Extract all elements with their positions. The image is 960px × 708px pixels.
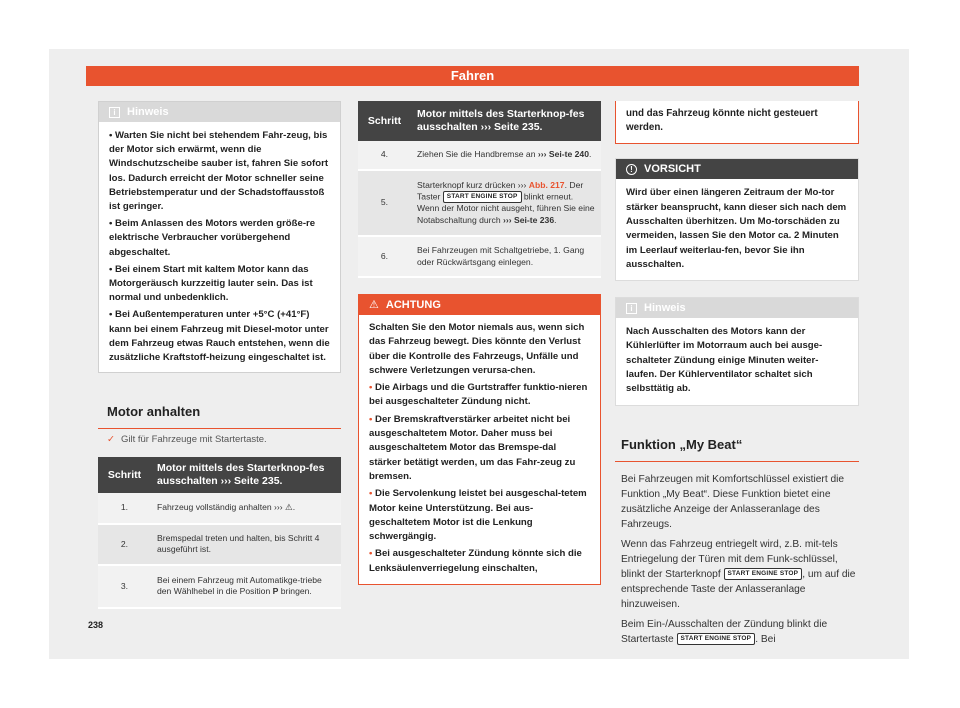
action-col-header: Motor mittels des Starterknop-fes ausschalten ››› Seite 235. <box>151 457 341 493</box>
warning-item: • Der Bremskraftverstärker arbeitet nicht bei ausgeschaltetem Motor. Daher muss bei ausgeschaltetem Motor das Bremspe-dal stärker betätigt werden, um das Fahr-zeug zu bremsen. <box>369 413 576 482</box>
hint-box <box>98 101 341 373</box>
warning-box <box>358 294 601 585</box>
steps-table <box>98 457 341 609</box>
warning-item: • Die Airbags und die Gurtstraffer funktio-nieren bei ausgeschalteter Zündung nicht. <box>369 382 588 408</box>
hint-item: • Warten Sie nicht bei stehendem Fahr-zeug, bis der Motor sich erwärmt, wenn die Windschutzscheibe sauber ist, fahren Sie sofort los. Dadurch erreicht der Motor schneller seine Betriebstemperatur und der Schadstoffausstoß ist geringer. <box>109 130 329 213</box>
warning-triangle-icon: ⚠ <box>369 299 379 311</box>
warning-title: ACHTUNG <box>385 299 441 311</box>
left-column <box>98 101 341 609</box>
section-rule <box>615 461 859 462</box>
middle-column <box>358 101 601 585</box>
hint-item: • Beim Anlassen des Motors werden größe-re elektrische Verbraucher vorübergehend abgeschaltet. <box>109 218 316 258</box>
table-row: 3. Bei einem Fahrzeug mit Automatikge-triebe den Wählhebel in die Position P bringen. <box>98 565 341 608</box>
page-number: 238 <box>88 620 104 630</box>
start-stop-key-icon: START ENGINE STOP <box>677 633 756 645</box>
chapter-header: Fahren <box>86 66 859 86</box>
section-title: Motor anhalten <box>107 404 201 420</box>
hint-item: • Bei Außentemperaturen unter +5°C (+41°F) kann bei einem Fahrzeug mit Diesel-motor unter dem Fahrzeug etwas Rauch entstehen, wenn die zusätzliche Kraftstoff-heizung eingeschaltet ist. <box>109 309 330 364</box>
table-row: 6. Bei Fahrzeugen mit Schaltgetriebe, 1. Gang oder Rückwärtsgang einlegen. <box>358 236 601 277</box>
figure-link[interactable]: Abb. 217 <box>528 179 565 190</box>
action-col-header: Motor mittels des Starterknop-fes ausschalten ››› Seite 235. <box>411 101 601 141</box>
condition-text: Gilt für Fahrzeuge mit Startertaste. <box>120 434 267 446</box>
warning-body: Schalten Sie den Motor niemals aus, wenn sich das Fahrzeug bewegt. Dies könnte den Verlust über die Kontrolle des Fahrzeugs, Unfälle und schwere Verletzungen verursa-chen. • Die Airbags und die Gurtstraffer funktio-nieren bei ausgeschalteter Zündung nicht. • Der Bremskraftverstärker arbeitet nicht bei ausgeschaltetem Motor. Daher muss bei ausgeschaltetem Motor das Bremspe-dal stärker betätigt werden, um das Fahr-zeug zu bremsen. • Die Servolenkung leistet bei ausgeschal-tetem Motor keine Unterstützung. Bei aus-geschaltetem Motor ist die Lenkung schwergängig. • Bei ausgeschalteter Zündung könnte sich die Lenksäulenverriegelung einschalten, <box>359 315 600 584</box>
hint-box-right: i Hinweis Nach Ausschalten des Motors kann der Kühlerlüfter im Motorraum auch bei ausge-schalteter Zündung einige Minuten weiter-laufen. Der Kühlerventilator schaltet sich selbsttätig ab. <box>615 297 859 405</box>
warning-continued-box: und das Fahrzeug könnte nicht gesteuert werden. <box>615 101 859 144</box>
hint-title: Hinweis <box>127 106 169 118</box>
warning-item: • Die Servolenkung leistet bei ausgeschal-tetem Motor keine Unterstützung. Bei aus-geschaltetem Motor ist die Lenkung schwergängig. <box>369 488 587 543</box>
caution-header <box>616 159 858 179</box>
info-icon: i <box>626 303 637 314</box>
hint-title: Hinweis <box>644 302 686 315</box>
exclamation-circle-icon: ! <box>626 164 637 175</box>
steps-table-continued <box>358 101 601 278</box>
caution-title: VORSICHT <box>644 163 701 176</box>
start-stop-key-icon: START ENGINE STOP <box>724 568 803 580</box>
condition-line <box>98 434 341 445</box>
table-row: 4. Ziehen Sie die Handbremse an ››› Sei-te 240. <box>358 141 601 170</box>
hint-item: • Bei einem Start mit kaltem Motor kann das Motorgeräusch kurzzeitig lauter sein. Das ist normal und unbedenklich. <box>109 263 313 304</box>
step-col-header: Schritt <box>358 101 411 141</box>
hint-header <box>99 102 340 122</box>
section-rule <box>98 428 341 429</box>
info-icon: i <box>109 107 120 118</box>
hint-body <box>99 122 340 372</box>
table-row: 2. Bremspedal treten und halten, bis Schritt 4 ausgeführt ist. <box>98 524 341 565</box>
warning-item: • Bei ausgeschalteter Zündung könnte sich die Lenksäulenverriegelung einschalten, <box>369 548 582 574</box>
caution-box: ! VORSICHT Wird über einen längeren Zeitraum der Mo-tor stärker beansprucht, kann dieser sich nach dem Ausschalten überhitzen. Um Mo-torschäden zu vermeiden, lassen Sie den Motor ca. 2 Minuten im Leerlauf weiterlau-fen, bevor Sie ihn ausschalten. <box>615 158 859 281</box>
start-stop-key-icon: START ENGINE STOP <box>443 191 522 203</box>
table-row: 5. Starterknopf kurz drücken ››› Abb. 217. Der Taster START ENGINE STOP blinkt erneut. Wenn der Motor nicht ausgeht, führen Sie eine Notabschaltung durch ››› Sei-te 236. <box>358 170 601 237</box>
right-column <box>615 101 859 652</box>
section-title: Funktion „My Beat“ <box>621 436 743 452</box>
step-col-header: Schritt <box>98 457 151 493</box>
table-row: 1. Fahrzeug vollständig anhalten ››› ⚠. <box>98 493 341 524</box>
warning-header <box>359 295 600 315</box>
my-beat-text: Bei Fahrzeugen mit Komfortschlüssel existiert die Funktion „My Beat“. Diese Funktion bietet eine zusätzliche Anzeige der Anlasseranlage des Fahrzeugs. Wenn das Fahrzeug entriegelt wird, z.B. mit-tels Entriegelung der Türen mit dem Funk-schlüssel, blinkt der Starterknopf START ENGINE STOP , um auf die entsprechende Taste der Anlasseranlage hinzuweisen. Beim Ein-/Ausschalten der Zündung blinkt die Startertaste START ENGINE STOP . Bei <box>621 473 856 645</box>
check-icon: ✓ <box>107 434 115 446</box>
hint-header <box>616 298 858 318</box>
